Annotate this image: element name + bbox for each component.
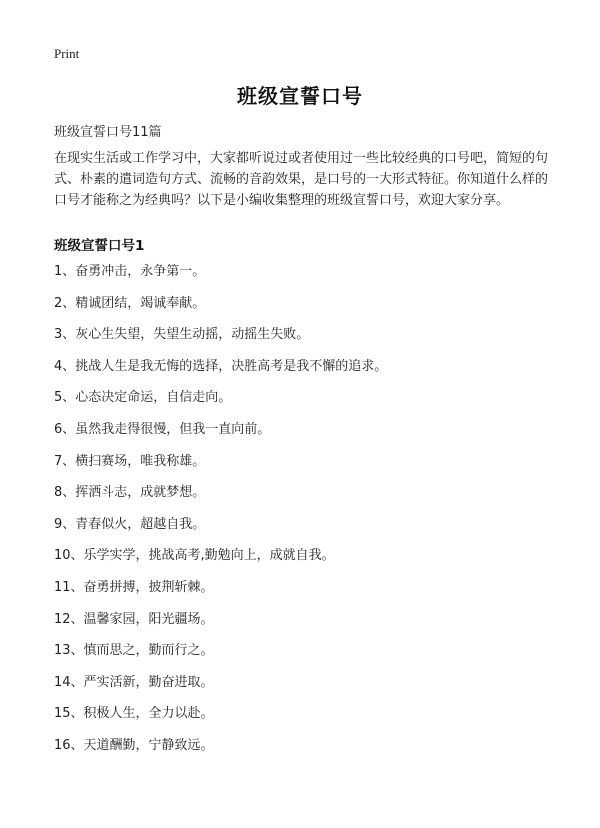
- list-item: 10、乐学实学，挑战高考,勤勉向上，成就自我。: [54, 548, 335, 564]
- list-item: 15、积极人生，全力以赴。: [54, 706, 214, 722]
- list-item: 2、精诚团结，竭诚奉献。: [54, 295, 206, 311]
- list-item: 7、横扫赛场，唯我称雄。: [54, 453, 206, 469]
- list-item: 9、青春似火，超越自我。: [54, 516, 206, 532]
- slogan-list: [54, 262, 387, 768]
- list-item: 8、挥洒斗志，成就梦想。: [54, 485, 206, 501]
- print-link[interactable]: Print: [54, 46, 80, 61]
- list-item: 6、虽然我走得很慢，但我一直向前。: [54, 421, 271, 437]
- list-item: 14、严实活新，勤奋进取。: [54, 674, 214, 690]
- page-title: 班级宣誓口号: [237, 84, 363, 108]
- section-heading: 班级宣誓口号1: [54, 238, 145, 254]
- list-item: 3、灰心生失望，失望生动摇，动摇生失败。: [54, 327, 310, 343]
- list-item: 4、挑战人生是我无悔的选择，决胜高考是我不懈的追求。: [54, 358, 388, 374]
- list-item: 11、奋勇拼搏，披荆斩棘。: [54, 579, 214, 595]
- list-item: 1、奋勇冲击，永争第一。: [54, 264, 206, 279]
- intro-paragraph: 在现实生活或工作学习中，大家都听说过或者使用过一些比较经典的口号吧，简短的句式、朴素的遣词造句方式、流畅的音韵效果，是口号的一大形式特征。你知道什么样的口号才能称之为经典吗？以下是小编收集整理的班级宣誓口号，欢迎大家分享。: [54, 151, 549, 208]
- list-item: 13、慎而思之，勤而行之。: [54, 643, 214, 659]
- list-item: 16、天道酬勤，宁静致远。: [54, 737, 214, 753]
- list-item: 12、温馨家园，阳光疆场。: [54, 611, 214, 627]
- document-subtitle: 班级宣誓口号11篇: [54, 125, 162, 140]
- list-item: 5、心态决定命运，自信走向。: [54, 390, 232, 406]
